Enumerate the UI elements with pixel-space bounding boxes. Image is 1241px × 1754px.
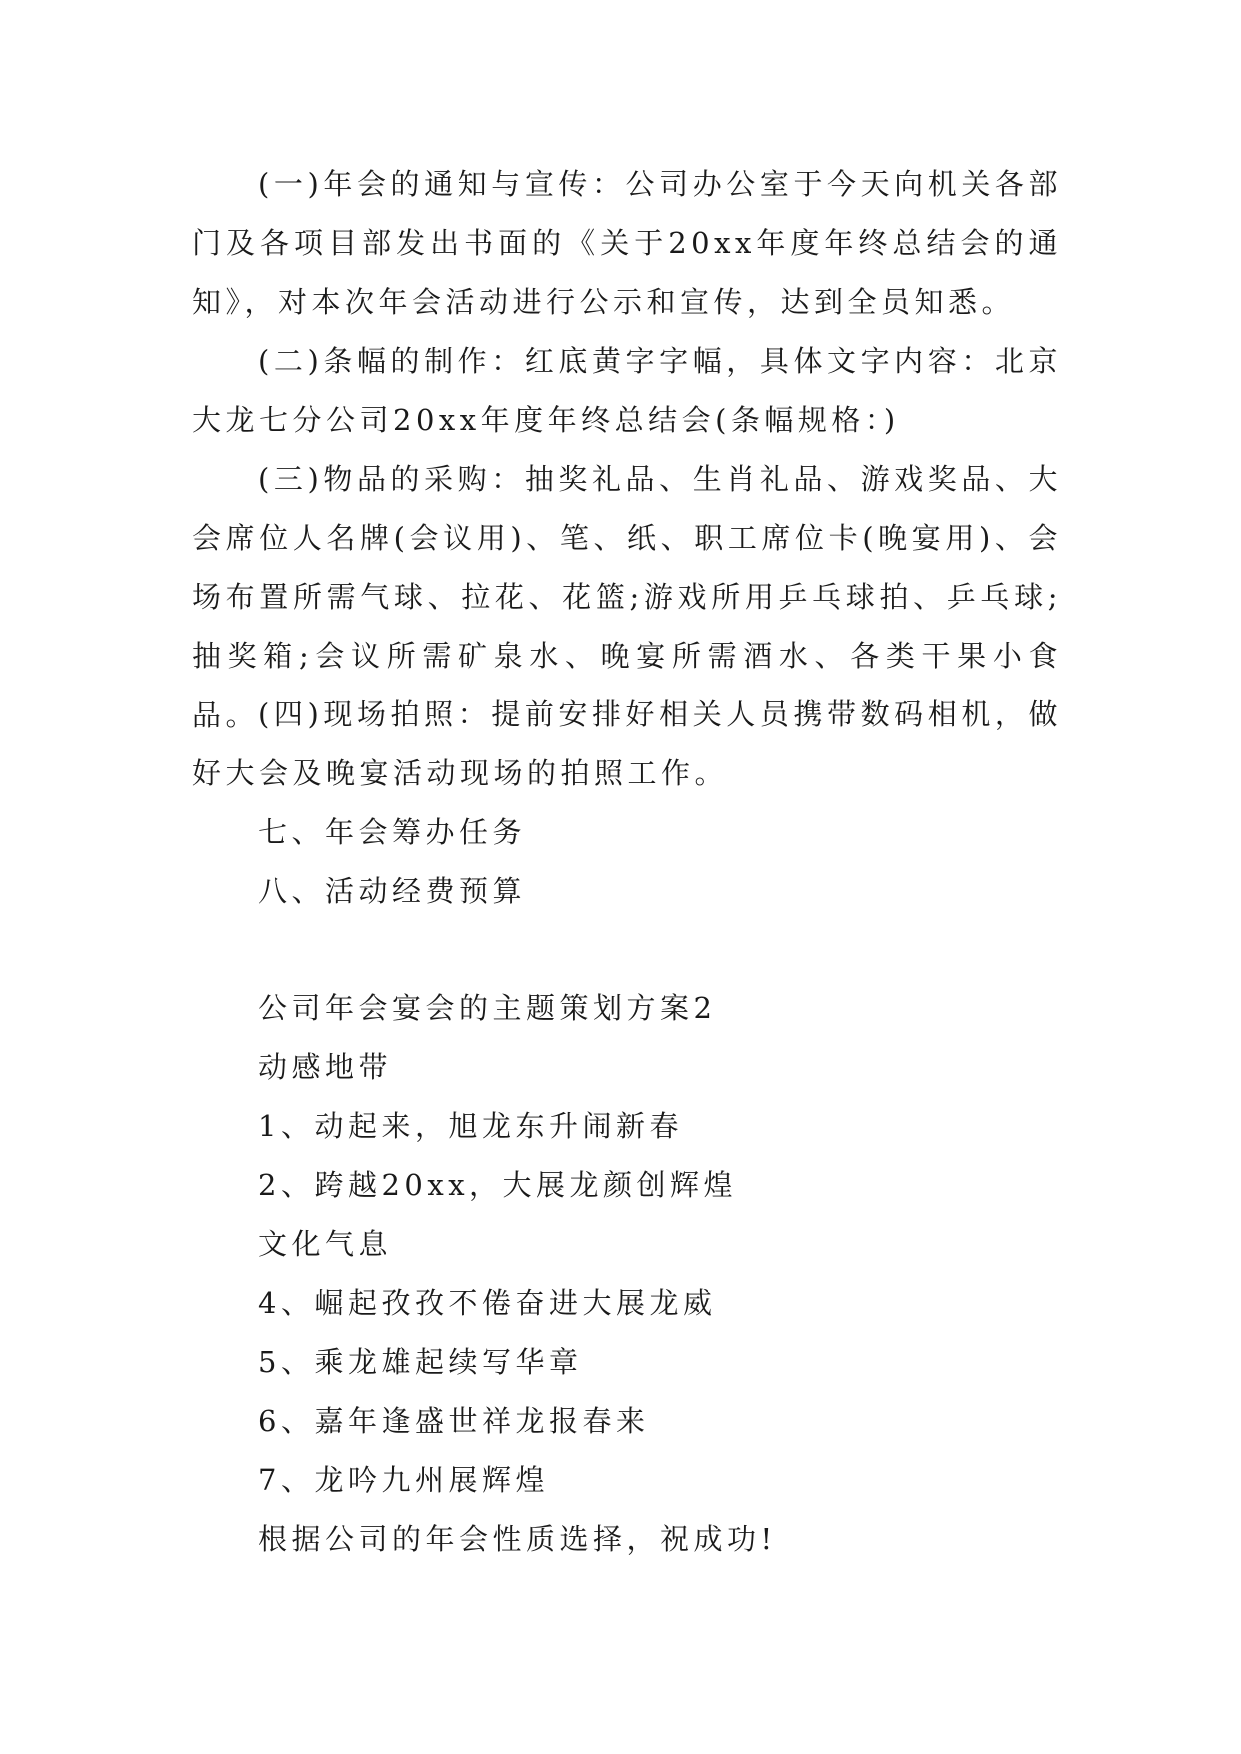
paragraph-on-site-photography: (四)现场拍照：提前安排好相关人员携带数码相机，做好大会及晚宴活动现场的拍照工作。 <box>192 697 1062 790</box>
paragraph-banner-production: (二)条幅的制作：红底黄字字幅，具体文字内容：北京大龙七分公司20xx年度年终总结会(条幅规格：) <box>192 344 1062 437</box>
category-heading-dynamic: 动感地带 <box>258 1050 393 1084</box>
section-heading-tasks: 七、年会筹办任务 <box>258 815 527 849</box>
paragraph-item-purchasing: (三)物品的采购：抽奖礼品、生肖礼品、游戏奖品、大会席位人名牌(会议用)、笔、纸、职工席位卡(晚宴用)、会场布置所需气球、拉花、花篮;游戏所用乒乓球拍、乒乓球;抽奖箱;会议所需矿泉水、晚宴所需酒水、各类干果小食品。 <box>192 462 1062 732</box>
closing-line: 根据公司的年会性质选择，祝成功! <box>258 1522 777 1556</box>
slogan-item: 5、乘龙雄起续写华章 <box>258 1345 583 1379</box>
slogan-item: 1、动起来，旭龙东升闹新春 <box>258 1109 683 1143</box>
paragraph-notice-publicity: (一)年会的通知与宣传：公司办公室于今天向机关各部门及各项目部发出书面的《关于20xx年度年终总结会的通知》，对本次年会活动进行公示和宣传，达到全员知悉。 <box>192 167 1062 319</box>
slogan-item: 7、龙吟九州展辉煌 <box>258 1463 549 1497</box>
category-heading-culture: 文化气息 <box>258 1227 393 1261</box>
slogan-item: 6、嘉年逢盛世祥龙报春来 <box>258 1404 650 1438</box>
slogan-item: 2、跨越20xx，大展龙颜创辉煌 <box>258 1168 738 1202</box>
slogan-item: 4、崛起孜孜不倦奋进大展龙威 <box>258 1286 717 1320</box>
section-heading-budget: 八、活动经费预算 <box>258 874 527 908</box>
plan-title: 公司年会宴会的主题策划方案2 <box>258 991 717 1025</box>
